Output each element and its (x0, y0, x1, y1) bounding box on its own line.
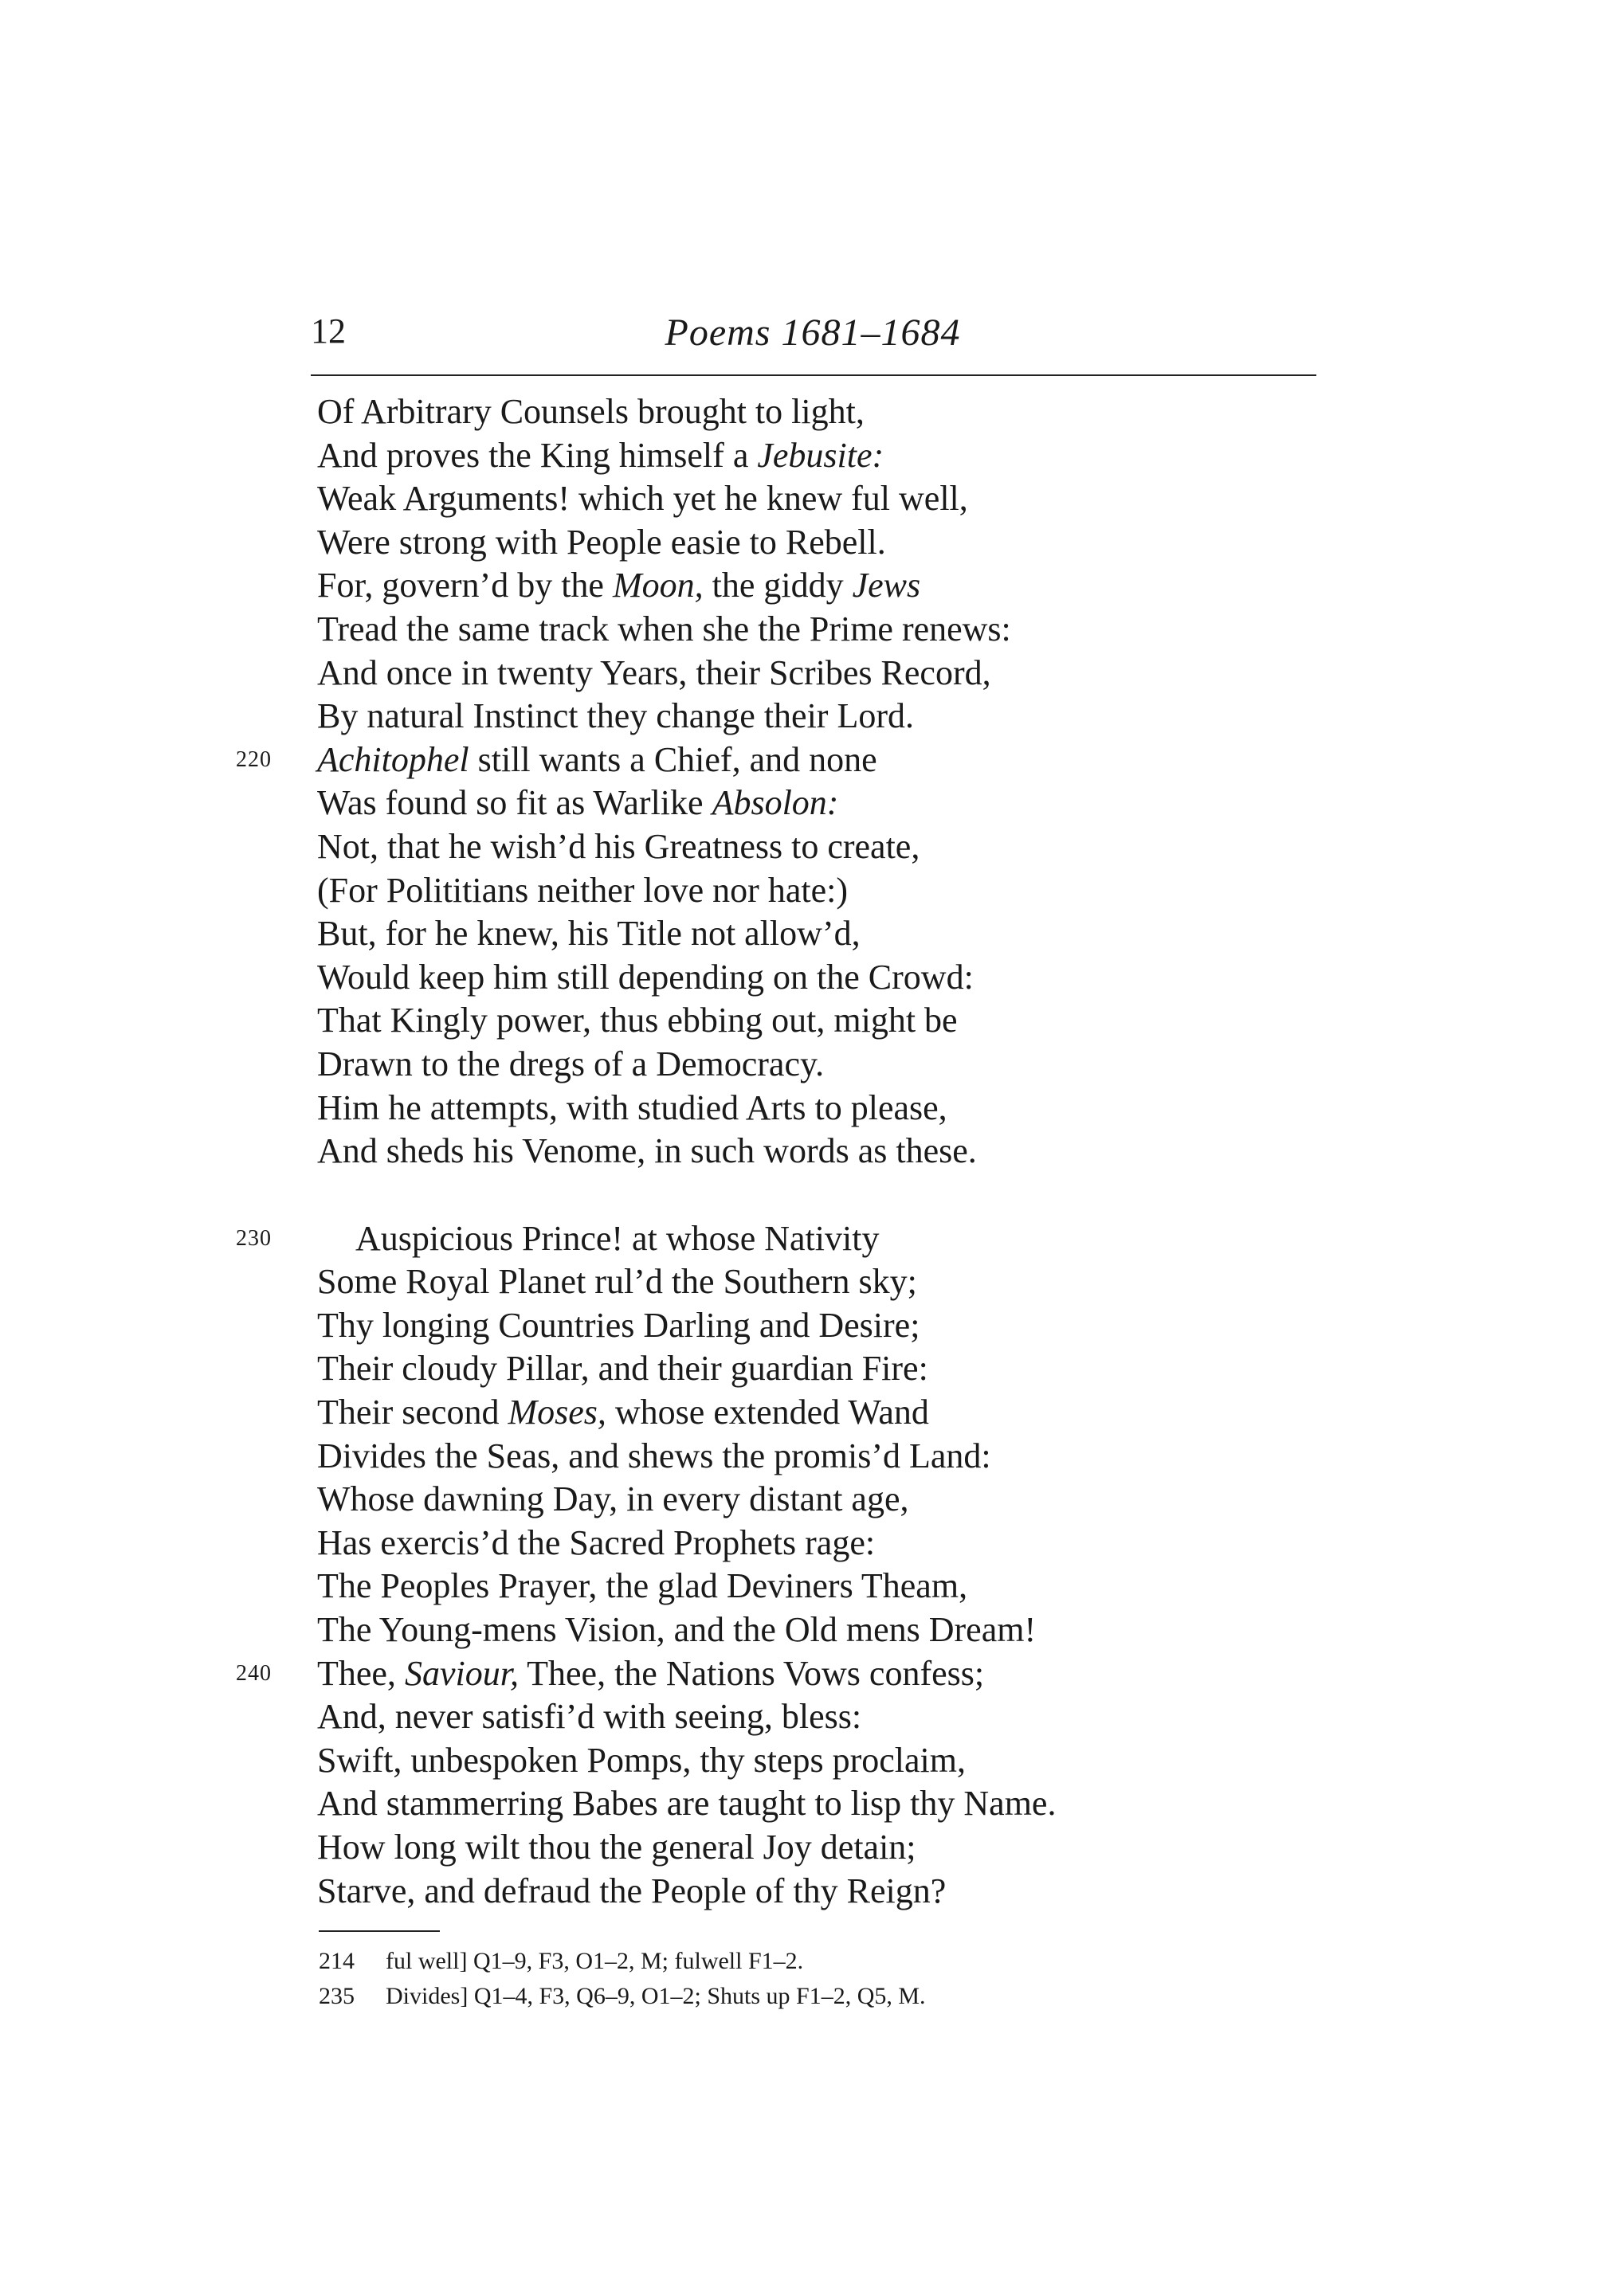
verse-segment: Swift, unbespoken Pomps, thy steps proclaim, (317, 1740, 966, 1780)
verse-line (236, 1435, 1351, 1479)
footnote-number: 214 (319, 1948, 355, 1974)
verse-segment: How long wilt thou the general Joy detain; (317, 1828, 916, 1867)
verse-segment: the giddy (703, 566, 853, 605)
verse-segment: Thee, (317, 1653, 405, 1693)
footnote (319, 1944, 1315, 1979)
verse-line (236, 1826, 1351, 1870)
verse-segment: The Peoples Prayer, the glad Deviners Theam, (317, 1566, 968, 1606)
verse-segment: Divides the Seas, and shews the promis’d Land: (317, 1436, 991, 1475)
verse-segment: still wants a Chief, and none (469, 739, 877, 779)
verse-line (236, 564, 1351, 608)
italic-name: Moon, (612, 566, 704, 605)
verse-text (317, 1522, 875, 1565)
verse-text (317, 1478, 908, 1522)
verse-text (317, 1870, 946, 1914)
verse-segment: Thy longing Countries Darling and Desire; (317, 1305, 920, 1345)
verse-line (236, 1347, 1351, 1391)
page-number: 12 (311, 311, 346, 351)
verse-segment: And once in twenty Years, their Scribes Record, (317, 652, 991, 692)
italic-name: Achitophel (317, 739, 469, 779)
verse-line (236, 608, 1351, 652)
running-title: Poems 1681–1684 (665, 311, 961, 354)
verse-text (317, 1608, 1036, 1652)
verse-text (317, 1391, 929, 1435)
verse-segment: Would keep him still depending on the Crowd: (317, 957, 974, 997)
verse-segment: Not, that he wish’d his Greatness to create, (317, 826, 920, 866)
verse-segment: Some Royal Planet rul’d the Southern sky; (317, 1262, 917, 1302)
verse-text (317, 869, 848, 913)
verse-text (317, 1347, 928, 1391)
verse-line (236, 1217, 1351, 1261)
verse-line (236, 1304, 1351, 1348)
verse-segment: whose extended Wand (606, 1393, 929, 1432)
verse-line (236, 1522, 1351, 1565)
stanza-break (236, 1173, 1351, 1217)
verse-segment: That Kingly power, thus ebbing out, might be (317, 1001, 958, 1040)
verse-line (236, 782, 1351, 825)
verse-text (317, 1304, 920, 1348)
verse-segment: Were strong with People easie to Rebell. (317, 522, 886, 562)
verse-segment: (For Polititians neither love nor hate:) (317, 870, 848, 910)
verse-segment: Weak Arguments! which yet he knew ful well, (317, 479, 968, 519)
verse-text (317, 782, 838, 825)
verse-line (236, 1130, 1351, 1173)
footnote-number: 235 (319, 1983, 355, 2009)
verse-text (317, 564, 920, 608)
verse-text (317, 1782, 1056, 1826)
verse-text (317, 695, 914, 739)
verse-text (317, 1739, 966, 1783)
verse-segment: Was found so fit as Warlike (317, 783, 712, 823)
line-number: 230 (236, 1225, 272, 1251)
line-number: 220 (236, 746, 272, 772)
verse-text (317, 434, 884, 478)
footnote-text: Divides] Q1–4, F3, Q6–9, O1–2; Shuts up F1–2, Q5, M. (386, 1983, 926, 2009)
verse-segment: Whose dawning Day, in every distant age, (317, 1479, 909, 1519)
verse-text (317, 1565, 967, 1608)
verse-line (236, 652, 1351, 695)
verse-segment: And, never satisfi’d with seeing, bless: (317, 1697, 862, 1737)
verse-line (236, 1391, 1351, 1435)
verse-line (236, 1870, 1351, 1914)
line-number: 240 (236, 1660, 272, 1686)
verse-line (236, 1739, 1351, 1783)
verse-line (236, 825, 1351, 869)
italic-name: Jews (852, 566, 921, 605)
verse-text (317, 1260, 917, 1304)
verse-segment: Their second (317, 1393, 508, 1432)
page-header (311, 311, 1315, 374)
verse-segment: Drawn to the dregs of a Democracy. (317, 1044, 825, 1083)
verse-text (317, 825, 920, 869)
verse-text (317, 477, 968, 521)
header-rule (311, 374, 1316, 376)
verse-line (236, 1565, 1351, 1608)
verse-text (317, 652, 991, 695)
verse-segment: By natural Instinct they change their Lord. (317, 696, 914, 736)
footnote (319, 1979, 1315, 2014)
verse-text (317, 608, 1011, 652)
verse-segment: Their cloudy Pillar, and their guardian Fire: (317, 1349, 928, 1389)
verse-segment: Starve, and defraud the People of thy Reign? (317, 1871, 947, 1910)
stanza-2 (236, 1217, 1351, 1914)
footnotes (319, 1944, 1315, 2014)
verse-segment: And proves the King himself a (317, 435, 758, 475)
verse-segment: Thee, the Nations Vows confess; (518, 1653, 985, 1693)
footnote-text: ful well] Q1–9, F3, O1–2, M; fulwell F1–2. (386, 1948, 804, 1974)
verse-segment: Him he attempts, with studied Arts to please, (317, 1087, 947, 1127)
verse-line (236, 1608, 1351, 1652)
italic-name: Jebusite: (757, 435, 884, 475)
verse-text (317, 1435, 991, 1479)
verse-line (236, 956, 1351, 1000)
verse-segment: Has exercis’d the Sacred Prophets rage: (317, 1522, 876, 1562)
verse-text (317, 1043, 824, 1087)
verse-line (236, 695, 1351, 739)
verse-text (317, 999, 958, 1043)
verse-segment: Tread the same track when she the Prime renews: (317, 609, 1011, 648)
verse-line (236, 739, 1351, 782)
verse-text (317, 1130, 977, 1173)
verse-text (317, 1087, 947, 1130)
footnote-rule (319, 1930, 440, 1932)
verse-line (236, 521, 1351, 565)
verse-line (236, 434, 1351, 478)
verse-line (236, 1478, 1351, 1522)
verse-text (317, 1652, 984, 1696)
verse-line (236, 912, 1351, 956)
verse-text (317, 390, 865, 434)
verse-line (236, 1695, 1351, 1739)
italic-name: Absolon: (712, 783, 839, 823)
verse-line (236, 1043, 1351, 1087)
verse-text (317, 1695, 861, 1739)
verse-text (317, 1826, 916, 1870)
verse-segment: And sheds his Venome, in such words as these. (317, 1131, 977, 1171)
verse-segment: The Young-mens Vision, and the Old mens Dream! (317, 1610, 1037, 1650)
verse-line (236, 1260, 1351, 1304)
verse-segment: Of Arbitrary Counsels brought to light, (317, 392, 865, 431)
poem-body (236, 390, 1351, 1913)
stanza-1 (236, 390, 1351, 1173)
verse-text (355, 1217, 879, 1261)
verse-line (236, 1087, 1351, 1130)
verse-text (317, 912, 861, 956)
verse-line (236, 869, 1351, 913)
verse-line (236, 390, 1351, 434)
italic-name: Moses, (508, 1393, 606, 1432)
verse-segment: Auspicious Prince! at whose Nativity (355, 1218, 880, 1258)
verse-text (317, 521, 886, 565)
verse-text (317, 739, 877, 782)
verse-segment: But, for he knew, his Title not allow’d, (317, 914, 861, 954)
verse-line (236, 999, 1351, 1043)
verse-text (317, 956, 974, 1000)
verse-line (236, 1652, 1351, 1696)
verse-segment: For, govern’d by the (317, 566, 613, 605)
verse-segment: And stammerring Babes are taught to lisp thy Name. (317, 1784, 1057, 1824)
verse-line (236, 1782, 1351, 1826)
italic-name: Saviour, (404, 1653, 519, 1693)
verse-line (236, 477, 1351, 521)
